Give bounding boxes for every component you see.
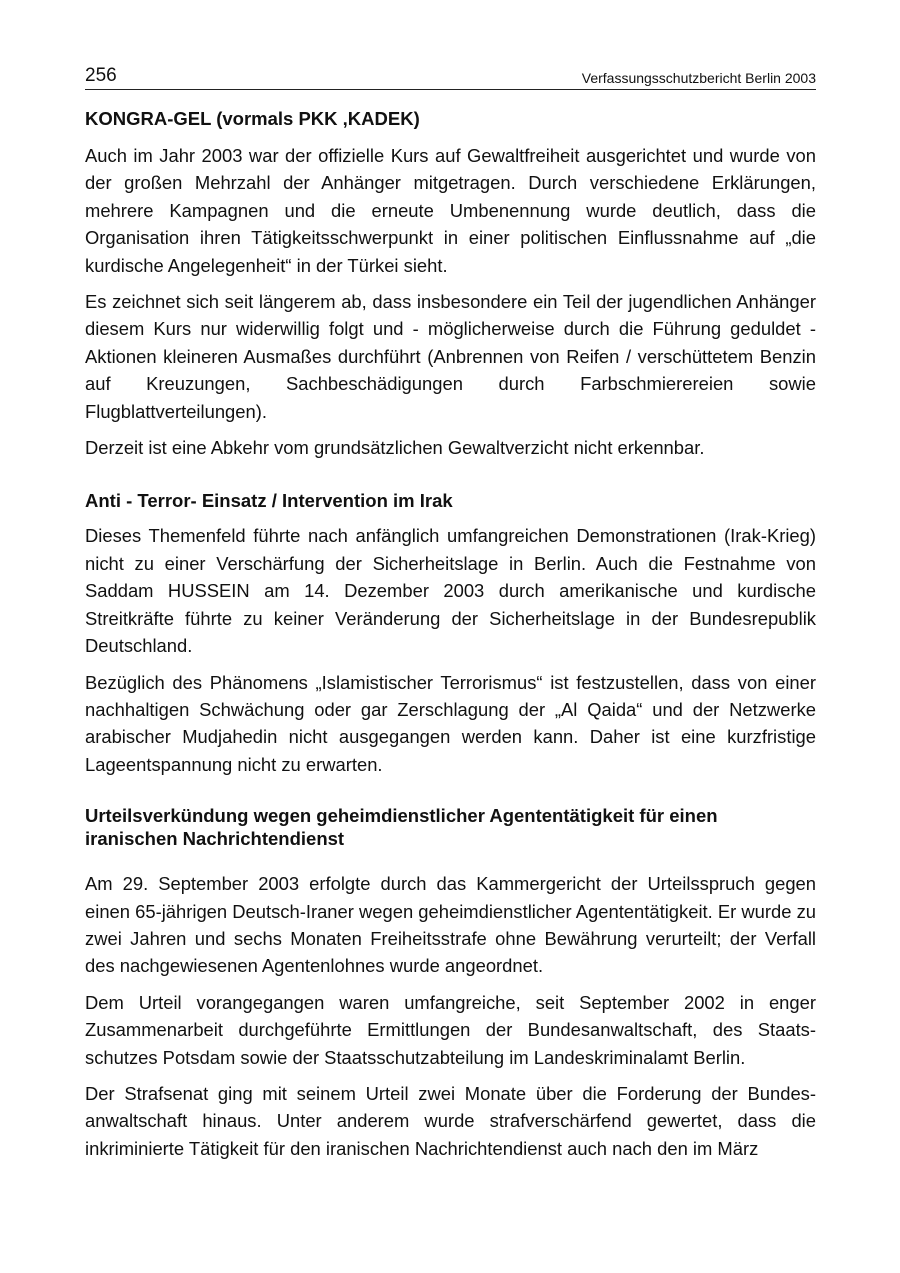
paragraph: Es zeichnet sich seit längerem ab, dass insbesondere ein Teil der jugendlichen Anhänger diesem Kurs nur widerwillig folgt und - möglicherweise durch die Führung geduldet - Aktionen kleineren Ausmaßes durchführt (Anbrennen von Reifen / verschüttetem Benzin auf Kreuzungen, Sachbeschädigungen durch Farbschmierereien sowie Flugblattverteilungen). [85,291,816,422]
paragraph: Der Strafsenat ging mit seinem Urteil zwei Monate über die Forderung der Bundesanwaltschaft hinaus. Unter anderem wurde strafverschärfend gewertet, dass die inkriminierte Tätigkeit für den iranischen Nachrichtendienst auch nach den im März [85,1082,816,1159]
page-number: 256 [85,65,117,86]
paragraph: Bezüglich des Phänomens „Islamistischer Terrorismus“ ist festzustellen, dass von einer nachhaltigen Schwächung oder gar Zerschlagung der „Al Qaida“ und der Netzwerke arabischer Mudjahedin nicht ausgegangen werden kann. Daher ist eine kurzfristige Lageentspannung nicht zu erwarten. [85,671,816,775]
paragraph: Dieses Themenfeld führte nach anfänglich umfangreichen Demonstrationen (Irak-Krieg) nicht zu einer Verschärfung der Sicherheitslage in Berlin. Auch die Festnahme von Saddam HUSSEIN am 14. Dezember 2003 durch amerikanische und kurdische Streitkräfte führte zu keiner Veränderung der Sicherheitslage in der Bundesrepublik Deutschland. [85,525,816,657]
paragraph: Derzeit ist eine Abkehr vom grundsätzlichen Gewaltverzicht nicht erkennbar. [85,437,705,459]
section-heading-urteilsverkuendung: Urteilsverkündung wegen geheimdienstlicher Agententätigkeit für einen iranischen Nachrichtendienst [85,805,718,850]
section-heading-kongra-gel: KONGRA-GEL (vormals PKK ,KADEK) [85,108,420,129]
running-title: Verfassungsschutzbericht Berlin 2003 [581,70,816,86]
paragraph: Auch im Jahr 2003 war der offizielle Kurs auf Gewaltfreiheit ausgerichtet und wurde von der großen Mehrzahl der Anhänger mitgetragen. Durch verschiedene Erklärungen, mehrere Kampagnen und die erneute Umbenennung wurde deutlich, dass die Organisation ihren Tätigkeitsschwerpunkt in einer politischen Einflussnahme auf „die kurdische Angelegenheit“ in der Türkei sieht. [85,145,816,276]
paragraph: Dem Urteil vorangegangen waren umfangreiche, seit September 2002 in enger Zusammenarbeit durchgeführte Ermittlungen der Bundesanwaltschaft, des Staatsschutzes Potsdam sowie der Staatsschutzabteilung im Landeskriminalamt Berlin. [85,991,816,1068]
section-heading-anti-terror: Anti - Terror- Einsatz / Intervention im Irak [85,490,453,512]
paragraph: Am 29. September 2003 erfolgte durch das Kammergericht der Urteilsspruch gegen einen 65-jährigen Deutsch-Iraner wegen geheimdienstlicher Agententätigkeit. Er wurde zu zwei Jahren und sechs Monaten Freiheitsstrafe ohne Bewährung verurteilt; der Verfall des nachgewiesenen Agentenlohnes wurde angeordnet. [85,873,816,977]
page-header [85,60,816,90]
document-page [85,60,816,1162]
